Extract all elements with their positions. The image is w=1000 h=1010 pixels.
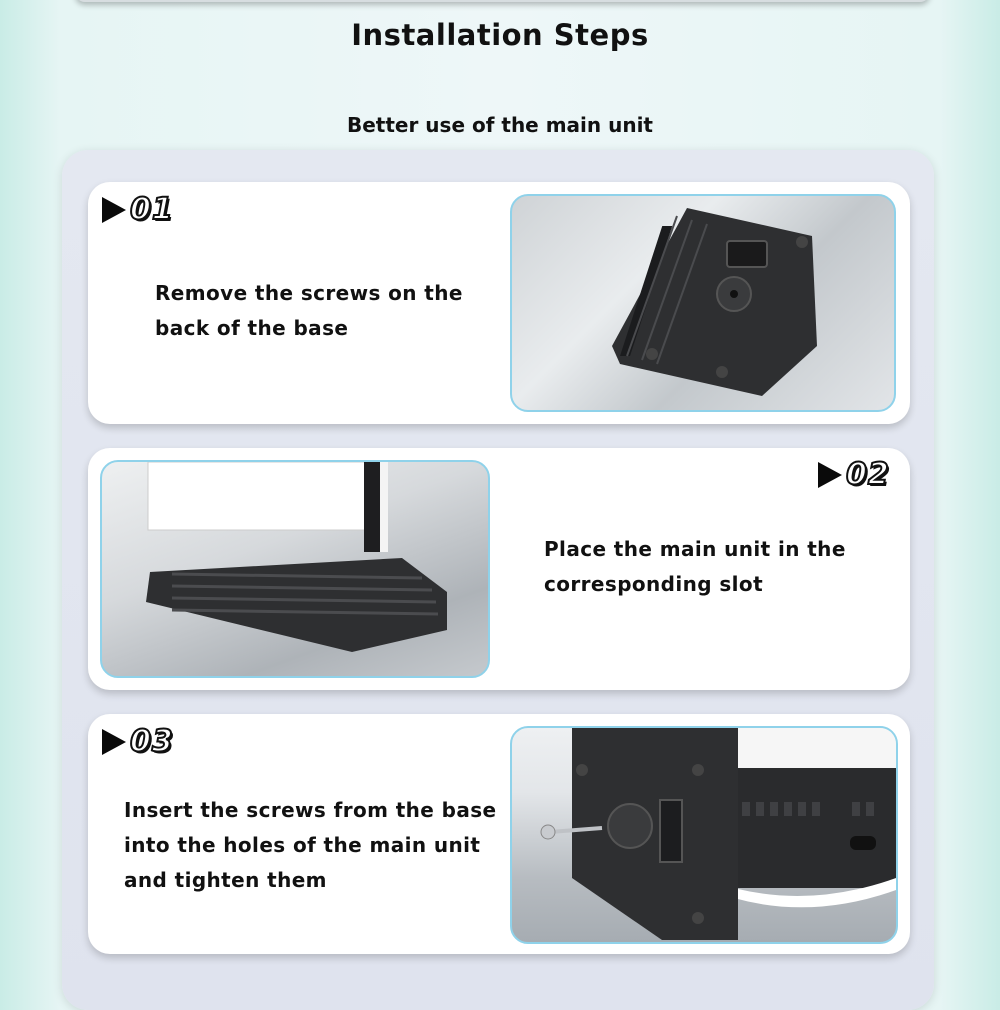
step-label-1 [102,192,174,227]
console-stand-illustration [102,462,488,676]
step-text-line: back of the base [155,316,349,340]
step-label-2 [818,457,890,492]
step-text-2 [544,532,846,602]
step-label-3 [102,724,174,759]
play-arrow-icon [818,462,842,488]
step-text-1 [155,276,463,346]
step-text-line: Place the main unit in the [544,537,846,561]
stand-base-back-photo [510,194,896,412]
step-text-line: Insert the screws from the base [124,798,497,822]
step-number: 01 [130,192,174,227]
step-text-line: and tighten them [124,868,327,892]
step-text-3 [124,793,497,898]
step-text-line: Remove the screws on the [155,281,463,305]
step-number: 03 [130,724,174,759]
top-bar-edge [75,0,930,2]
console-in-slot-photo [100,460,490,678]
page-subtitle: Better use of the main unit [346,113,653,137]
step-text-line: corresponding slot [544,572,764,596]
step-number: 02 [846,457,890,492]
play-arrow-icon [102,729,126,755]
screw-tighten-photo [510,726,898,944]
step-text-line: into the holes of the main unit [124,833,481,857]
play-arrow-icon [102,197,126,223]
screw-console-illustration [512,728,896,942]
page-title: Installation Steps [351,18,649,52]
stand-base-illustration [512,196,894,410]
